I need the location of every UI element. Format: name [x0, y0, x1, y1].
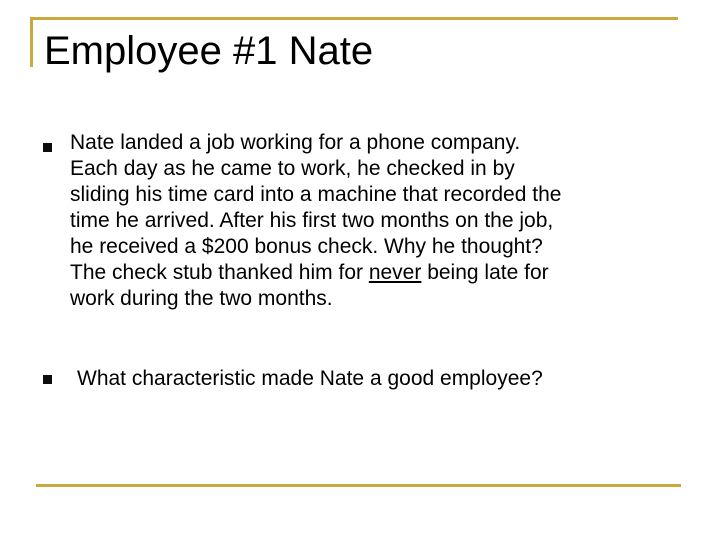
- story-line-4: time he arrived. After his first two months on the job,: [70, 209, 554, 232]
- square-bullet-icon: [43, 143, 52, 152]
- slide-title: Employee #1 Nate: [44, 29, 374, 73]
- story-line-6-end: being late for: [421, 261, 549, 284]
- story-line-6-start: The check stub thanked him for: [70, 261, 369, 284]
- story-line-6: [70, 260, 690, 286]
- emphasized-word: never: [368, 261, 422, 284]
- left-border-line: [30, 17, 33, 67]
- bullet-question: What characteristic made Nate a good employee?: [77, 367, 543, 390]
- square-bullet-icon: [43, 375, 52, 384]
- bullet-paragraph-story: [70, 130, 690, 312]
- story-line-5: he received a $200 bonus check. Why he thought?: [70, 235, 543, 258]
- top-border-line: [30, 17, 678, 20]
- bottom-border-line: [36, 484, 681, 487]
- story-line-1: Nate landed a job working for a phone company.: [70, 131, 521, 154]
- story-line-7: work during the two months.: [70, 287, 333, 310]
- story-line-3: sliding his time card into a machine that recorded the: [70, 183, 562, 206]
- story-line-2: Each day as he came to work, he checked in by: [70, 157, 515, 180]
